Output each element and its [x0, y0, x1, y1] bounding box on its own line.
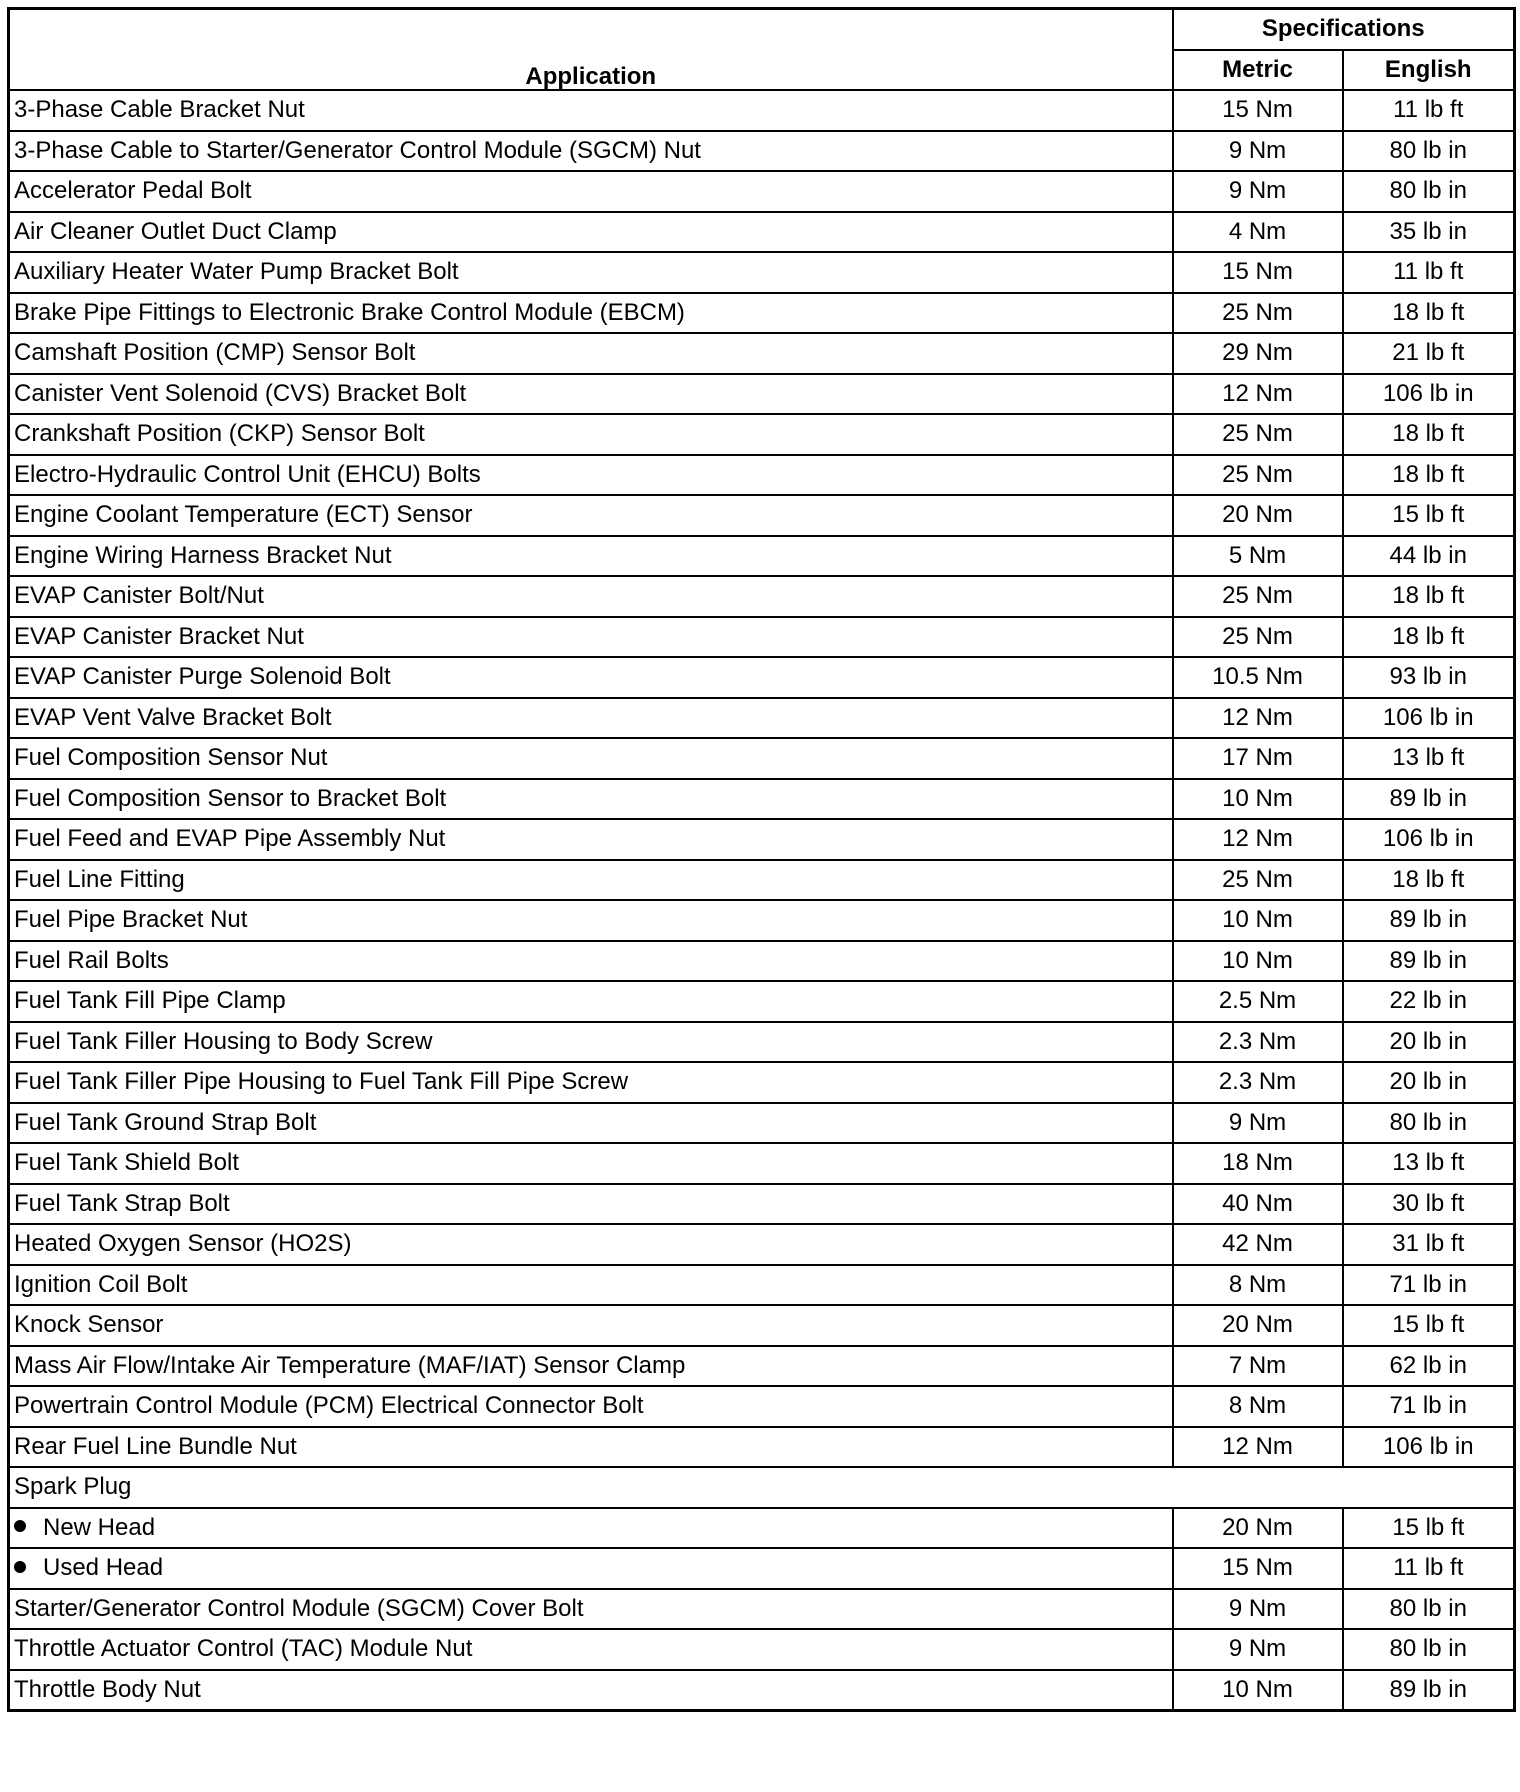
bullet-icon — [14, 1561, 26, 1573]
metric-value: 12 Nm — [1173, 698, 1343, 739]
table-row — [9, 536, 1515, 577]
english-value: 71 lb in — [1343, 1265, 1515, 1306]
english-value: 106 lb in — [1343, 1427, 1515, 1468]
spec-table-body — [9, 90, 1515, 1711]
application-cell — [9, 212, 1173, 253]
metric-value: 10 Nm — [1173, 900, 1343, 941]
application-label: EVAP Canister Bolt/Nut — [14, 582, 264, 610]
application-cell — [9, 252, 1173, 293]
english-value: 30 lb ft — [1343, 1184, 1515, 1225]
application-cell — [9, 738, 1173, 779]
table-row — [9, 738, 1515, 779]
english-value: 35 lb in — [1343, 212, 1515, 253]
header-row-top — [9, 9, 1515, 50]
application-cell — [9, 1265, 1173, 1306]
application-cell — [9, 1224, 1173, 1265]
application-cell — [9, 90, 1173, 131]
application-cell — [9, 1346, 1173, 1387]
english-value: 18 lb ft — [1343, 293, 1515, 334]
application-cell — [9, 1103, 1173, 1144]
application-label: 3-Phase Cable Bracket Nut — [14, 96, 305, 124]
application-label: Auxiliary Heater Water Pump Bracket Bolt — [14, 258, 459, 286]
metric-value: 25 Nm — [1173, 455, 1343, 496]
metric-value: 8 Nm — [1173, 1386, 1343, 1427]
metric-value: 15 Nm — [1173, 90, 1343, 131]
application-label: Rear Fuel Line Bundle Nut — [14, 1432, 297, 1460]
table-row — [9, 1467, 1515, 1508]
application-cell — [9, 374, 1173, 415]
table-row — [9, 981, 1515, 1022]
english-value: 80 lb in — [1343, 171, 1515, 212]
english-value: 80 lb in — [1343, 1629, 1515, 1670]
english-value: 21 lb ft — [1343, 333, 1515, 374]
table-row — [9, 333, 1515, 374]
application-label: Fuel Tank Filler Pipe Housing to Fuel Tank Fill Pipe Screw — [14, 1068, 629, 1096]
application-cell — [9, 1305, 1173, 1346]
metric-value: 4 Nm — [1173, 212, 1343, 253]
application-label: Camshaft Position (CMP) Sensor Bolt — [14, 339, 416, 367]
application-label: New Head — [43, 1513, 156, 1541]
table-row — [9, 1629, 1515, 1670]
metric-value: 9 Nm — [1173, 1589, 1343, 1630]
application-cell — [9, 1427, 1173, 1468]
english-value: 18 lb ft — [1343, 576, 1515, 617]
metric-value: 9 Nm — [1173, 131, 1343, 172]
table-row — [9, 698, 1515, 739]
metric-value: 15 Nm — [1173, 252, 1343, 293]
application-label: Fuel Line Fitting — [14, 865, 185, 893]
table-row — [9, 495, 1515, 536]
table-row — [9, 860, 1515, 901]
bullet-icon — [14, 1520, 26, 1532]
application-label: Spark Plug — [14, 1473, 132, 1501]
table-row — [9, 1548, 1515, 1589]
application-cell — [9, 617, 1173, 658]
english-value: 80 lb in — [1343, 1589, 1515, 1630]
application-cell — [9, 1467, 1515, 1508]
application-label: Fuel Composition Sensor Nut — [14, 744, 328, 772]
application-label: Fuel Tank Ground Strap Bolt — [14, 1108, 317, 1136]
table-row — [9, 1386, 1515, 1427]
table-row — [9, 900, 1515, 941]
application-label: Fuel Rail Bolts — [14, 946, 169, 974]
table-row — [9, 374, 1515, 415]
english-value: 18 lb ft — [1343, 414, 1515, 455]
application-label: Fuel Tank Filler Housing to Body Screw — [14, 1027, 433, 1055]
table-row — [9, 1670, 1515, 1711]
english-value: 106 lb in — [1343, 819, 1515, 860]
application-cell — [9, 1022, 1173, 1063]
table-row — [9, 171, 1515, 212]
metric-value: 25 Nm — [1173, 576, 1343, 617]
english-value: 15 lb ft — [1343, 1305, 1515, 1346]
table-row — [9, 131, 1515, 172]
metric-value: 2.3 Nm — [1173, 1062, 1343, 1103]
application-cell — [9, 1548, 1173, 1589]
english-value: 89 lb in — [1343, 900, 1515, 941]
application-label: Engine Wiring Harness Bracket Nut — [14, 541, 392, 569]
english-value: 71 lb in — [1343, 1386, 1515, 1427]
application-cell — [9, 981, 1173, 1022]
table-row — [9, 1589, 1515, 1630]
english-value: 80 lb in — [1343, 1103, 1515, 1144]
application-cell — [9, 860, 1173, 901]
application-cell — [9, 657, 1173, 698]
table-row — [9, 1143, 1515, 1184]
english-value: 62 lb in — [1343, 1346, 1515, 1387]
torque-spec-sheet — [7, 7, 1516, 1712]
english-value: 106 lb in — [1343, 374, 1515, 415]
english-value: 106 lb in — [1343, 698, 1515, 739]
application-label: Throttle Actuator Control (TAC) Module Nut — [14, 1635, 473, 1663]
english-value: 89 lb in — [1343, 941, 1515, 982]
application-label: EVAP Vent Valve Bracket Bolt — [14, 703, 332, 731]
english-value: 18 lb ft — [1343, 455, 1515, 496]
metric-value: 20 Nm — [1173, 1305, 1343, 1346]
english-value: 13 lb ft — [1343, 738, 1515, 779]
english-value: 15 lb ft — [1343, 495, 1515, 536]
application-cell — [9, 900, 1173, 941]
metric-value: 2.5 Nm — [1173, 981, 1343, 1022]
english-value: 18 lb ft — [1343, 860, 1515, 901]
table-row — [9, 293, 1515, 334]
table-row — [9, 1265, 1515, 1306]
english-value: 13 lb ft — [1343, 1143, 1515, 1184]
metric-value: 17 Nm — [1173, 738, 1343, 779]
table-row — [9, 819, 1515, 860]
table-row — [9, 90, 1515, 131]
table-row — [9, 1346, 1515, 1387]
metric-value: 12 Nm — [1173, 1427, 1343, 1468]
application-cell — [9, 414, 1173, 455]
application-cell — [9, 1589, 1173, 1630]
english-value: 31 lb ft — [1343, 1224, 1515, 1265]
table-row — [9, 1022, 1515, 1063]
application-label: Fuel Pipe Bracket Nut — [14, 906, 248, 934]
english-value: 11 lb ft — [1343, 1548, 1515, 1589]
application-cell — [9, 698, 1173, 739]
table-row — [9, 617, 1515, 658]
metric-value: 15 Nm — [1173, 1548, 1343, 1589]
application-label: Mass Air Flow/Intake Air Temperature (MAF/IAT) Sensor Clamp — [14, 1351, 686, 1379]
metric-value: 29 Nm — [1173, 333, 1343, 374]
table-row — [9, 657, 1515, 698]
table-row — [9, 941, 1515, 982]
table-row — [9, 455, 1515, 496]
metric-value: 40 Nm — [1173, 1184, 1343, 1225]
table-row — [9, 576, 1515, 617]
metric-value: 10 Nm — [1173, 1670, 1343, 1711]
metric-value: 9 Nm — [1173, 1629, 1343, 1670]
english-value: 11 lb ft — [1343, 252, 1515, 293]
metric-value: 9 Nm — [1173, 1103, 1343, 1144]
english-value: 44 lb in — [1343, 536, 1515, 577]
english-header: English — [1343, 50, 1515, 91]
application-cell — [9, 1670, 1173, 1711]
metric-header: Metric — [1173, 50, 1343, 91]
table-row — [9, 1224, 1515, 1265]
application-cell — [9, 495, 1173, 536]
application-label: Powertrain Control Module (PCM) Electrical Connector Bolt — [14, 1392, 644, 1420]
application-cell — [9, 779, 1173, 820]
english-value: 93 lb in — [1343, 657, 1515, 698]
metric-value: 12 Nm — [1173, 374, 1343, 415]
application-label: Crankshaft Position (CKP) Sensor Bolt — [14, 420, 425, 448]
application-label: EVAP Canister Bracket Nut — [14, 622, 304, 650]
table-row — [9, 414, 1515, 455]
application-cell — [9, 1508, 1173, 1549]
application-label: Fuel Composition Sensor to Bracket Bolt — [14, 784, 447, 812]
table-row — [9, 1305, 1515, 1346]
metric-value: 25 Nm — [1173, 293, 1343, 334]
metric-value: 2.3 Nm — [1173, 1022, 1343, 1063]
application-label: Engine Coolant Temperature (ECT) Sensor — [14, 501, 473, 529]
application-label: Fuel Feed and EVAP Pipe Assembly Nut — [14, 825, 446, 853]
application-label: EVAP Canister Purge Solenoid Bolt — [14, 663, 391, 691]
metric-value: 18 Nm — [1173, 1143, 1343, 1184]
metric-value: 7 Nm — [1173, 1346, 1343, 1387]
table-row — [9, 779, 1515, 820]
table-row — [9, 1427, 1515, 1468]
application-label: Ignition Coil Bolt — [14, 1270, 188, 1298]
table-row — [9, 212, 1515, 253]
english-value: 89 lb in — [1343, 779, 1515, 820]
application-label: 3-Phase Cable to Starter/Generator Control Module (SGCM) Nut — [14, 136, 701, 164]
application-label: Fuel Tank Strap Bolt — [14, 1189, 230, 1217]
metric-value: 25 Nm — [1173, 414, 1343, 455]
application-label: Accelerator Pedal Bolt — [14, 177, 252, 205]
metric-value: 20 Nm — [1173, 495, 1343, 536]
application-label: Starter/Generator Control Module (SGCM) Cover Bolt — [14, 1594, 584, 1622]
english-value: 89 lb in — [1343, 1670, 1515, 1711]
application-label: Canister Vent Solenoid (CVS) Bracket Bolt — [14, 379, 467, 407]
application-label: Knock Sensor — [14, 1311, 164, 1339]
metric-value: 12 Nm — [1173, 819, 1343, 860]
metric-value: 9 Nm — [1173, 171, 1343, 212]
metric-value: 10.5 Nm — [1173, 657, 1343, 698]
application-cell — [9, 536, 1173, 577]
application-label: Heated Oxygen Sensor (HO2S) — [14, 1230, 352, 1258]
application-cell — [9, 293, 1173, 334]
table-row — [9, 1103, 1515, 1144]
table-row — [9, 1184, 1515, 1225]
english-value: 20 lb in — [1343, 1022, 1515, 1063]
application-cell — [9, 455, 1173, 496]
application-label: Brake Pipe Fittings to Electronic Brake Control Module (EBCM) — [14, 298, 685, 326]
application-cell — [9, 171, 1173, 212]
application-label: Throttle Body Nut — [14, 1675, 201, 1703]
english-value: 80 lb in — [1343, 131, 1515, 172]
specifications-header: Specifications — [1173, 9, 1515, 50]
metric-value: 25 Nm — [1173, 617, 1343, 658]
application-cell — [9, 576, 1173, 617]
application-cell — [9, 941, 1173, 982]
application-cell — [9, 1062, 1173, 1103]
application-cell — [9, 1143, 1173, 1184]
application-cell — [9, 819, 1173, 860]
application-label: Air Cleaner Outlet Duct Clamp — [14, 217, 337, 245]
application-label: Electro-Hydraulic Control Unit (EHCU) Bolts — [14, 460, 481, 488]
english-value: 15 lb ft — [1343, 1508, 1515, 1549]
application-header: Application — [9, 9, 1173, 91]
table-row — [9, 1062, 1515, 1103]
application-cell — [9, 333, 1173, 374]
application-cell — [9, 1629, 1173, 1670]
metric-value: 5 Nm — [1173, 536, 1343, 577]
metric-value: 10 Nm — [1173, 779, 1343, 820]
metric-value: 8 Nm — [1173, 1265, 1343, 1306]
metric-value: 10 Nm — [1173, 941, 1343, 982]
fastener-spec-table — [7, 7, 1516, 1712]
table-row — [9, 1508, 1515, 1549]
english-value: 22 lb in — [1343, 981, 1515, 1022]
metric-value: 20 Nm — [1173, 1508, 1343, 1549]
metric-value: 25 Nm — [1173, 860, 1343, 901]
application-cell — [9, 1184, 1173, 1225]
application-cell — [9, 1386, 1173, 1427]
application-label: Used Head — [43, 1554, 164, 1582]
english-value: 20 lb in — [1343, 1062, 1515, 1103]
application-cell — [9, 131, 1173, 172]
table-row — [9, 252, 1515, 293]
english-value: 18 lb ft — [1343, 617, 1515, 658]
metric-value: 42 Nm — [1173, 1224, 1343, 1265]
application-label: Fuel Tank Fill Pipe Clamp — [14, 987, 286, 1015]
english-value: 11 lb ft — [1343, 90, 1515, 131]
application-label: Fuel Tank Shield Bolt — [14, 1149, 240, 1177]
